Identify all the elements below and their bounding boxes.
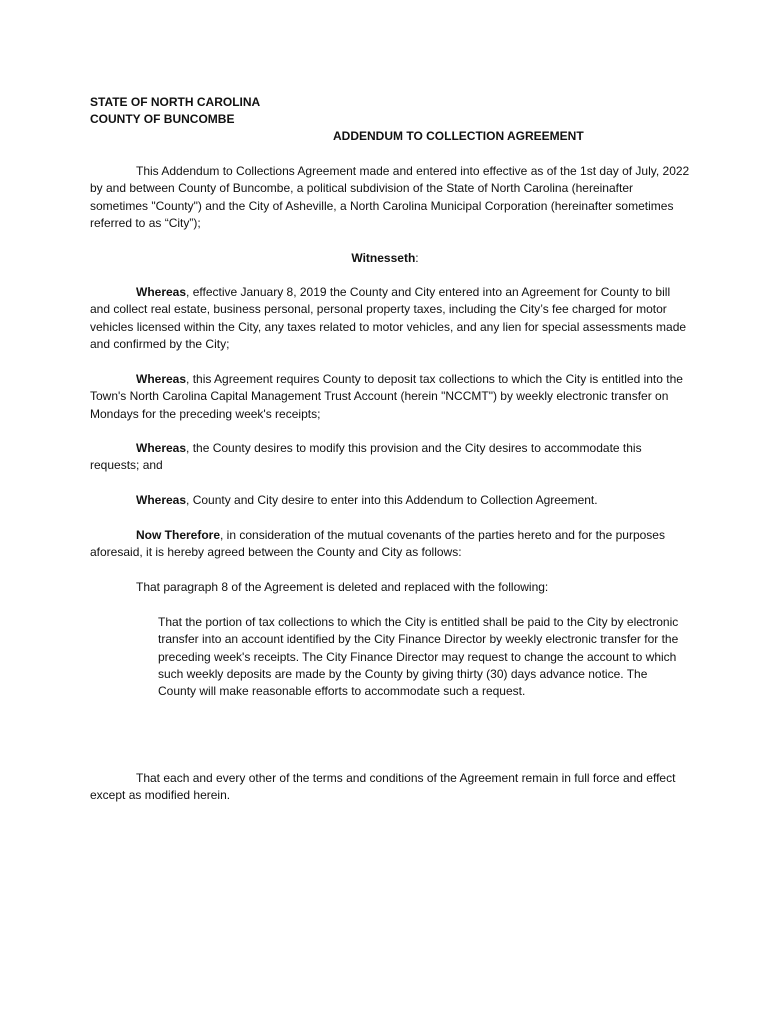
replacement-text: That the portion of tax collections to which the City is entitled shall be paid to the City by electronic transfer into an account identified by the City Finance Director by weekly electronic transfer for the preceding week's receipts. The City Finance Director may request to change the account to which such weekly deposits are made by the County by giving thirty (30) days advance notice. The County will make reasonable efforts to accommodate such a request. xyxy=(158,615,679,699)
whereas-2-text: , this Agreement requires County to deposit tax collections to which the City is entitled into the Town's North Carolina Capital Management Trust Account (herein "NCCMT") by weekly electronic transfer on Mondays for the preceding week's receipts; xyxy=(90,372,683,421)
now-therefore-text: , in consideration of the mutual covenants of the parties hereto and for the purposes aforesaid, it is hereby agreed between the County and City as follows: xyxy=(90,528,665,560)
intro-text: This Addendum to Collections Agreement made and entered into effective as of the 1st day of July, 2022 by and between County of Buncombe, a political subdivision of the State of North Carolina (hereinafter sometimes "County") and the City of Asheville, a North Carolina Municipal Corporation (hereinafter sometimes referred to as “City”); xyxy=(90,164,690,230)
whereas-paragraph-2 xyxy=(90,371,690,423)
replacement-paragraph xyxy=(158,614,680,700)
paragraph-8-statement xyxy=(90,579,690,596)
whereas-paragraph-3 xyxy=(90,440,690,475)
whereas-3-text: , the County desires to modify this provision and the City desires to accommodate this requests; and xyxy=(90,441,642,473)
now-therefore-lead: Now Therefore xyxy=(136,528,221,542)
witnesseth-label: Witnesseth xyxy=(351,251,416,265)
whereas-3-lead: Whereas xyxy=(136,441,187,455)
witnesseth-heading xyxy=(0,251,770,265)
state-heading: STATE OF NORTH CAROLINA xyxy=(90,95,261,109)
whereas-1-lead: Whereas xyxy=(136,285,187,299)
whereas-2-lead: Whereas xyxy=(136,372,187,386)
closing-text: That each and every other of the terms and conditions of the Agreement remain in full force and effect except as modified herein. xyxy=(90,771,676,803)
whereas-4-text: , County and City desire to enter into this Addendum to Collection Agreement. xyxy=(186,493,598,507)
whereas-4-lead: Whereas xyxy=(136,493,187,507)
county-heading: COUNTY OF BUNCOMBE xyxy=(90,112,235,126)
whereas-1-text: , effective January 8, 2019 the County and City entered into an Agreement for County to bill and collect real estate, business personal, personal property taxes, including the City’s fee charged for motor vehicles licensed within the City, any taxes related to motor vehicles, and any lien for special assessments made and confirmed by the City; xyxy=(90,285,687,351)
whereas-paragraph-1 xyxy=(90,284,690,353)
witnesseth-colon: : xyxy=(415,251,419,265)
whereas-paragraph-4 xyxy=(90,492,690,509)
document-title: ADDENDUM TO COLLECTION AGREEMENT xyxy=(333,129,584,143)
paragraph-8-text: That paragraph 8 of the Agreement is deleted and replaced with the following: xyxy=(136,580,549,594)
document-header xyxy=(90,94,690,128)
now-therefore-paragraph xyxy=(90,527,690,562)
closing-paragraph xyxy=(90,770,690,805)
intro-paragraph xyxy=(90,163,690,232)
